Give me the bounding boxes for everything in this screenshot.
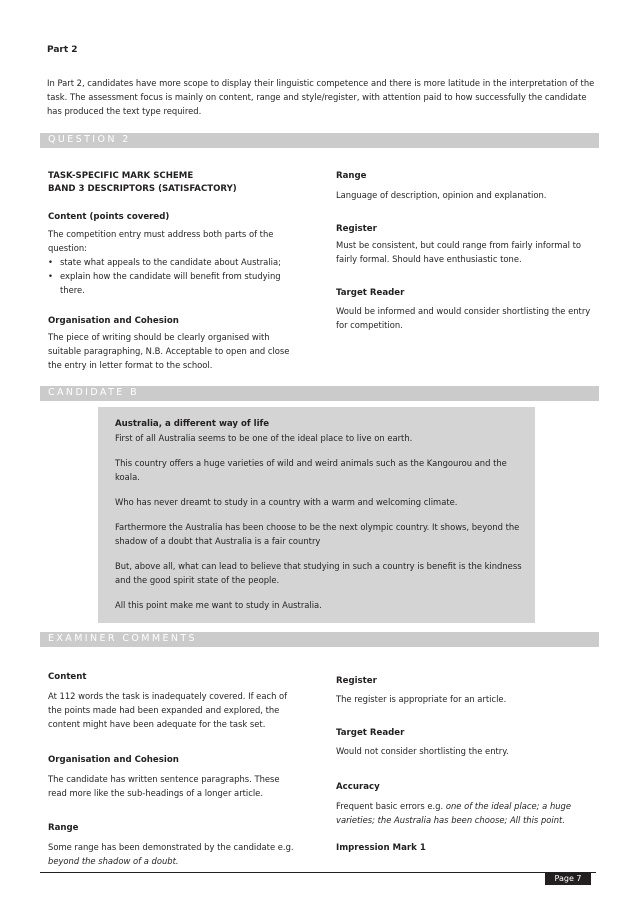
examiner-range-text: Some range has been demonstrated by the candidate e.g.	[48, 842, 294, 852]
range-example-quote: beyond the shadow of a doubt.	[48, 856, 179, 866]
range-text: Language of description, opinion and explanation.	[336, 190, 547, 200]
organisation-heading: Organisation and Cohesion	[48, 316, 179, 326]
examiner-target-heading: Target Reader	[336, 728, 405, 738]
examiner-range-example	[48, 854, 298, 868]
candidate-essay-box	[98, 407, 535, 623]
examiner-content-text: At 112 words the task is inadequately covered. If each of the points made had been expanded and explored, the content might have been adequate for the task set.	[48, 691, 288, 729]
target-reader-text: Would be informed and would consider shortlisting the entry for competition.	[336, 306, 591, 330]
target-reader-heading: Target Reader	[336, 288, 405, 298]
content-heading: Content (points covered)	[48, 212, 170, 222]
candidate-band	[40, 386, 599, 401]
examiner-band-label: EXAMINER COMMENTS	[48, 633, 197, 644]
essay-paragraph: But, above all, what can lead to believe that studying in such a country is benefit is the kindness and the good spirit state of the people.	[115, 561, 522, 585]
examiner-accuracy-heading: Accuracy	[336, 782, 380, 792]
examiner-content-heading: Content	[48, 672, 87, 682]
examiner-organisation-text: The candidate has written sentence paragraphs. These read more like the sub-headings of a longer article.	[48, 774, 280, 798]
examiner-register-heading: Register	[336, 676, 377, 686]
essay-paragraph: Farthermore the Australia has been choose to be the next olympic country. It shows, beyond the shadow of a doubt that Australia is a fair country	[115, 522, 520, 546]
examiner-band	[40, 632, 599, 647]
mark-scheme-title-line1: TASK-SPECIFIC MARK SCHEME	[48, 171, 194, 181]
examiner-range-heading: Range	[48, 823, 79, 833]
range-heading: Range	[336, 171, 367, 181]
essay-title: Australia, a different way of life	[115, 419, 270, 429]
essay-paragraph: This country offers a huge varieties of wild and weird animals such as the Kangourou and the koala.	[115, 458, 507, 482]
page-number: Page 7	[545, 872, 591, 885]
examiner-register-text: The register is appropriate for an article.	[336, 694, 507, 704]
content-bullets	[48, 255, 298, 297]
accuracy-lead: Frequent basic errors e.g.	[336, 801, 444, 811]
examiner-accuracy-text	[336, 799, 596, 827]
question-band-label: QUESTION 2	[48, 134, 131, 145]
impression-mark: Impression Mark 1	[336, 843, 426, 853]
examiner-target-text: Would not consider shortlisting the entry.	[336, 746, 509, 756]
essay-paragraph: Who has never dreamt to study in a country with a warm and welcoming climate.	[115, 497, 458, 507]
footer-rule	[40, 872, 596, 873]
bullet-item: • explain how the candidate will benefit from studying there.	[48, 269, 298, 297]
accuracy-examples: one of the ideal place; a huge varieties; the Australia has been choose; All this point.	[336, 801, 572, 825]
essay-paragraph: First of all Australia seems to be one of the ideal place to live on earth.	[115, 433, 413, 443]
examiner-organisation-heading: Organisation and Cohesion	[48, 755, 179, 765]
mark-scheme-title-line2: BAND 3 DESCRIPTORS (SATISFACTORY)	[48, 184, 237, 194]
organisation-text: The piece of writing should be clearly organised with suitable paragraphing, N.B. Acceptable to open and close the entry in letter format to the school.	[48, 332, 290, 370]
bullet-item: • state what appeals to the candidate about Australia;	[48, 255, 298, 269]
part-heading: Part 2	[47, 45, 78, 55]
essay-paragraph: All this point make me want to study in Australia.	[115, 600, 322, 610]
register-text: Must be consistent, but could range from fairly informal to fairly formal. Should have enthusiastic tone.	[336, 240, 581, 264]
candidate-band-label: CANDIDATE B	[48, 387, 140, 398]
register-heading: Register	[336, 224, 377, 234]
question-band	[40, 133, 599, 148]
content-text: The competition entry must address both parts of the question:	[48, 229, 274, 253]
intro-paragraph: In Part 2, candidates have more scope to display their linguistic competence and there is more latitude in the interpretation of the task. The assessment focus is mainly on content, range and style/register, with attention paid to how successfully the candidate has produced the text type required.	[47, 78, 595, 116]
